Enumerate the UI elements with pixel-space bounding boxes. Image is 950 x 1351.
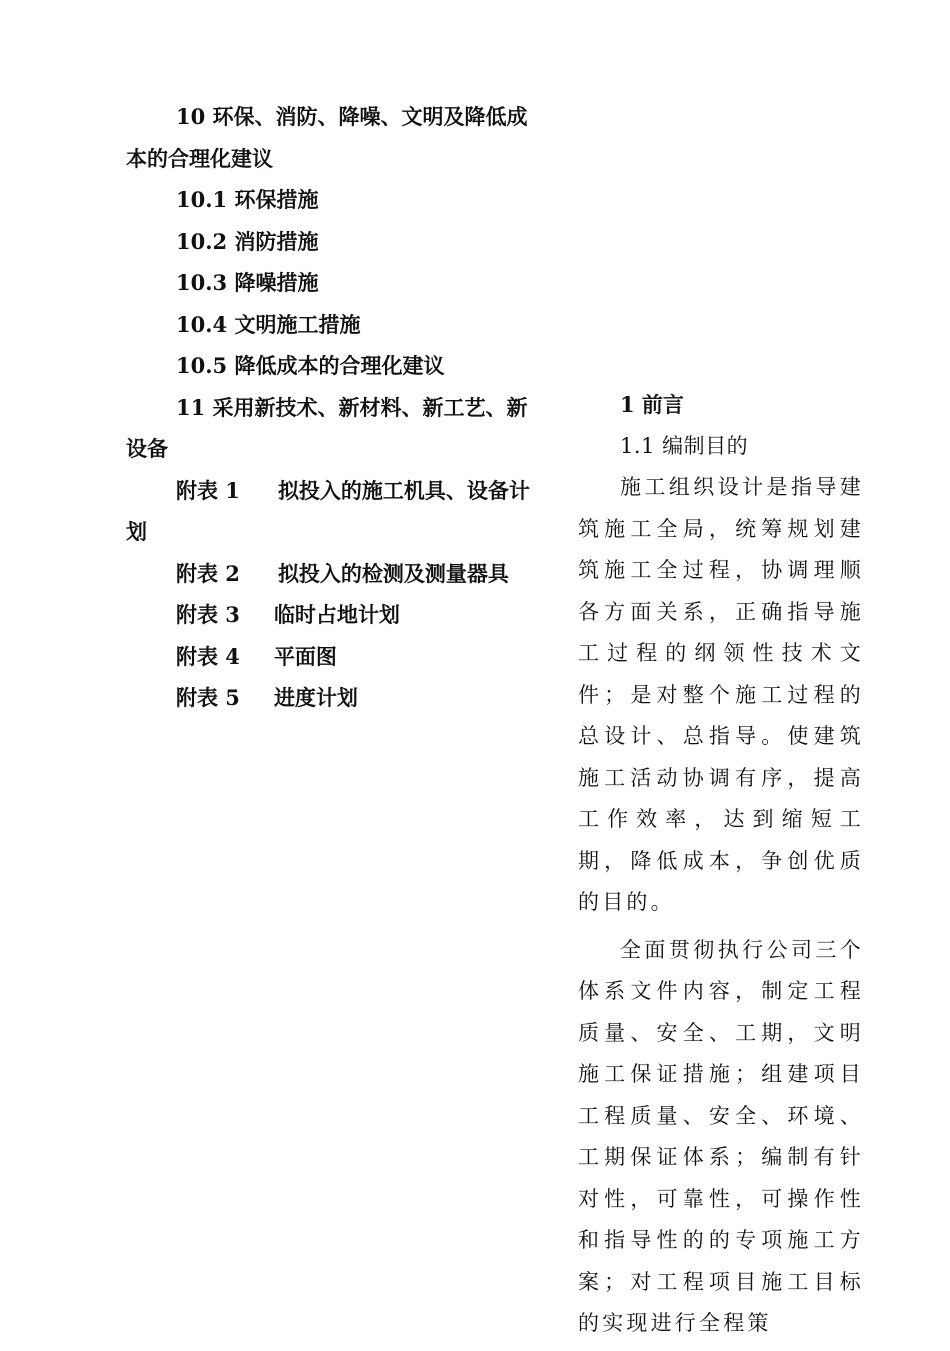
toc-item-10-5: 10.5 降低成本的合理化建议 <box>176 353 445 378</box>
preface-paragraph-1: 施工组织设计是指导建筑施工全局，统筹规划建筑施工全过程，协调理顺各方面关系，正确指导施工过程的纲领性技术文件；是对整个施工过程的总设计、总指导。使建筑施工活动协调有序，提高工作效率，达到缩短工期，降低成本，争创优质的目的。 <box>578 475 864 914</box>
toc-item-10-2: 10.2 消防措施 <box>176 228 319 254</box>
preface-heading: 1 前言 <box>620 392 684 417</box>
appendix-3-label: 附表 3 <box>176 602 240 627</box>
toc-appendix-3 <box>126 594 546 636</box>
appendix-4-title: 平面图 <box>273 643 337 669</box>
toc-item-10-1: 10.1 环保措施 <box>176 187 319 212</box>
toc-item-11: 11 采用新技术、新材料、新工艺、新设备 <box>126 394 528 461</box>
appendix-5-title: 进度计划 <box>273 685 358 710</box>
preface-subheading: 1.1 编制目的 <box>620 433 749 458</box>
appendix-1-label: 附表 1 <box>176 477 240 503</box>
toc-appendix-1 <box>126 470 546 553</box>
appendix-2-title: 拟投入的检测及测量器具 <box>277 560 509 586</box>
toc-appendix-2 <box>126 553 546 595</box>
toc-item-10: 10 环保、消防、降噪、文明及降低成本的合理化建议 <box>126 104 528 171</box>
toc-appendix-5 <box>126 677 546 719</box>
table-of-contents <box>126 96 546 719</box>
appendix-4-label: 附表 4 <box>176 643 240 669</box>
appendix-1-title: 拟投入的施工机具、设备计划 <box>126 477 530 544</box>
appendix-5-label: 附表 5 <box>176 685 240 710</box>
appendix-2-label: 附表 2 <box>176 560 240 586</box>
toc-appendix-4 <box>126 636 546 678</box>
preface-section <box>578 384 864 1351</box>
appendix-3-title: 临时占地计划 <box>273 602 400 627</box>
toc-item-10-3: 10.3 降噪措施 <box>176 270 319 295</box>
toc-item-10-4: 10.4 文明施工措施 <box>176 311 361 337</box>
preface-paragraph-2: 全面贯彻执行公司三个体系文件内容，制定工程质量、安全、工期，文明施工保证措施；组建项目工程质量、安全、环境、工期保证体系；编制有针对性，可靠性，可操作性和指导性的的专项施工方案；对工程项目施工目标的实现进行全程策 <box>578 937 864 1335</box>
